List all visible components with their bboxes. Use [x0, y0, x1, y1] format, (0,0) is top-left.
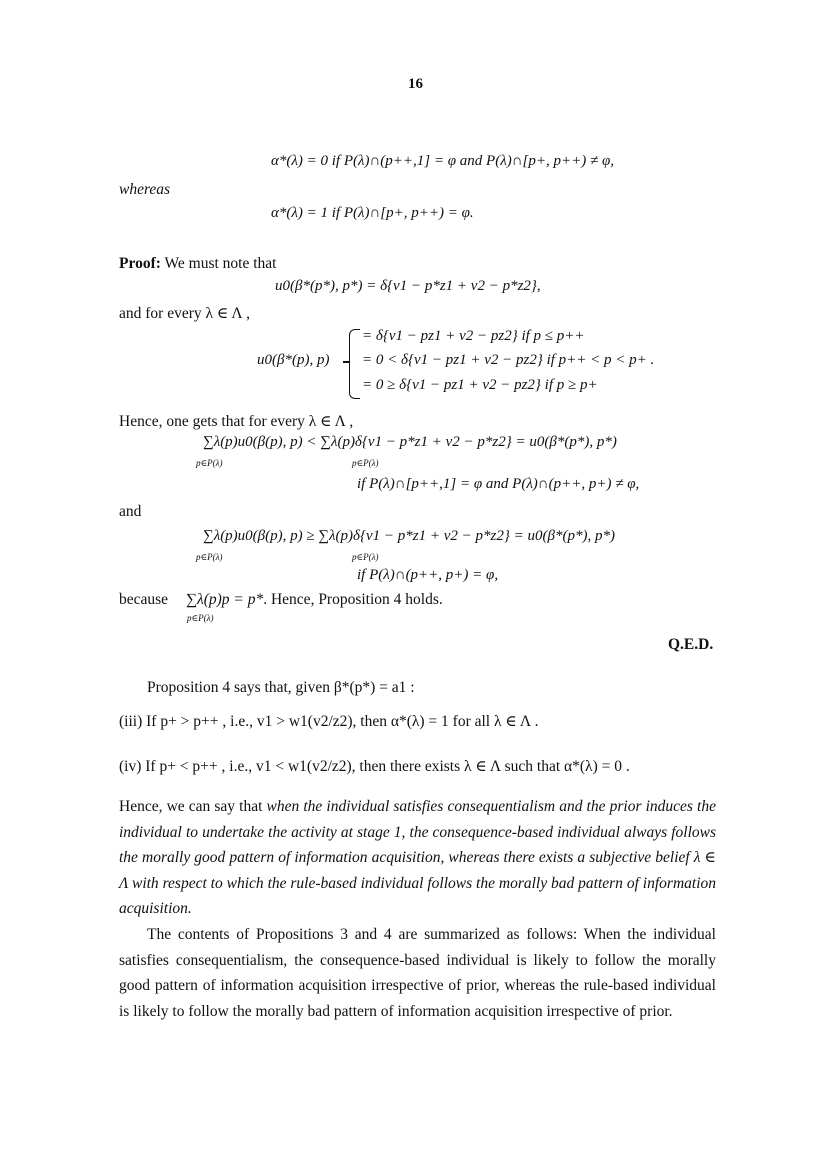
because-line — [119, 591, 443, 609]
sum-subscript-2a: p∈P(λ) — [196, 552, 223, 562]
piecewise-case-3: = 0 ≥ δ{v1 − pz1 + v2 − pz2} if p ≥ p+ — [362, 377, 598, 393]
item-iv: (iv) If p+ < p++ , i.e., v1 < w1(v2/z2), then there exists λ ∈ Λ such that α*(λ) = 0 . — [119, 758, 630, 775]
sum-condition-2: if P(λ)∩(p++, p+) = φ, — [357, 567, 499, 583]
piecewise-brace — [349, 329, 360, 399]
equation-u0: u0(β*(p*), p*) = δ{v1 − p*z1 + v2 − p*z2}, — [275, 278, 541, 294]
because-conclusion: . Hence, Proposition 4 holds. — [263, 591, 443, 608]
conclusion-italic: when the individual satisfies consequentialism and the prior induces the individual to undertake the activity at stage 1, the consequence-based individual always follows the morally good pattern of information acquisition, whereas there exists a subjective belief λ ∈ Λ with respect to which the rule-based individual follows the morally bad pattern of information acquisition. — [119, 798, 716, 917]
equation-alpha-zero: α*(λ) = 0 if P(λ)∩(p++,1] = φ and P(λ)∩[p+, p++) ≠ φ, — [271, 153, 615, 169]
sum-subscript-2b: p∈P(λ) — [352, 552, 379, 562]
sum-inequality-1: ∑λ(p)u0(β(p), p) < ∑λ(p)δ{v1 − p*z1 + v2 − p*z2} = u0(β*(p*), p*) — [203, 434, 617, 450]
proof-label: Proof: — [119, 255, 161, 272]
piecewise-brace-tip — [343, 361, 350, 363]
for-every-line: and for every λ ∈ Λ , — [119, 305, 250, 322]
equation-alpha-one: α*(λ) = 1 if P(λ)∩[p+, p++) = φ. — [271, 205, 474, 221]
sum-condition-1: if P(λ)∩[p++,1] = φ and P(λ)∩(p++, p+) ≠ φ, — [357, 476, 640, 492]
because-word: because — [119, 591, 169, 608]
sum-subscript-1a: p∈P(λ) — [196, 458, 223, 468]
because-subscript: p∈P(λ) — [187, 613, 214, 623]
page-number: 16 — [408, 76, 423, 92]
proof-heading — [119, 255, 276, 273]
piecewise-case-2: = 0 < δ{v1 − pz1 + v2 − pz2} if p++ < p < p+ . — [362, 352, 655, 368]
and-word: and — [119, 503, 142, 520]
piecewise-case-1: = δ{v1 − pz1 + v2 − pz2} if p ≤ p++ — [362, 328, 585, 344]
qed-mark: Q.E.D. — [668, 636, 714, 653]
summary-paragraph: The contents of Propositions 3 and 4 are summarized as follows: When the individual satisfies consequentialism, the consequence-based individual is likely to follow the morally good pattern of information acquisition irrespective of prior, whereas the rule-based individual is likely to follow the morally bad pattern of information acquisition irrespective of prior. — [119, 926, 716, 1020]
item-iii: (iii) If p+ > p++ , i.e., v1 > w1(v2/z2), then α*(λ) = 1 for all λ ∈ Λ . — [119, 713, 539, 730]
because-equation: ∑λ(p)p = p* — [185, 591, 264, 608]
proof-intro-text: We must note that — [160, 255, 277, 272]
sum-subscript-1b: p∈P(λ) — [352, 458, 379, 468]
proposition-4-intro: Proposition 4 says that, given β*(p*) = a1 : — [147, 679, 415, 696]
conclusion-paragraph — [119, 794, 716, 922]
sum-inequality-2: ∑λ(p)u0(β(p), p) ≥ ∑λ(p)δ{v1 − p*z1 + v2 − p*z2} = u0(β*(p*), p*) — [203, 528, 615, 544]
whereas-label: whereas — [119, 181, 171, 198]
hence-line: Hence, one gets that for every λ ∈ Λ , — [119, 413, 354, 430]
piecewise-lhs: u0(β*(p), p) — [257, 352, 330, 368]
conclusion-lead: Hence, we can say that — [119, 798, 267, 815]
